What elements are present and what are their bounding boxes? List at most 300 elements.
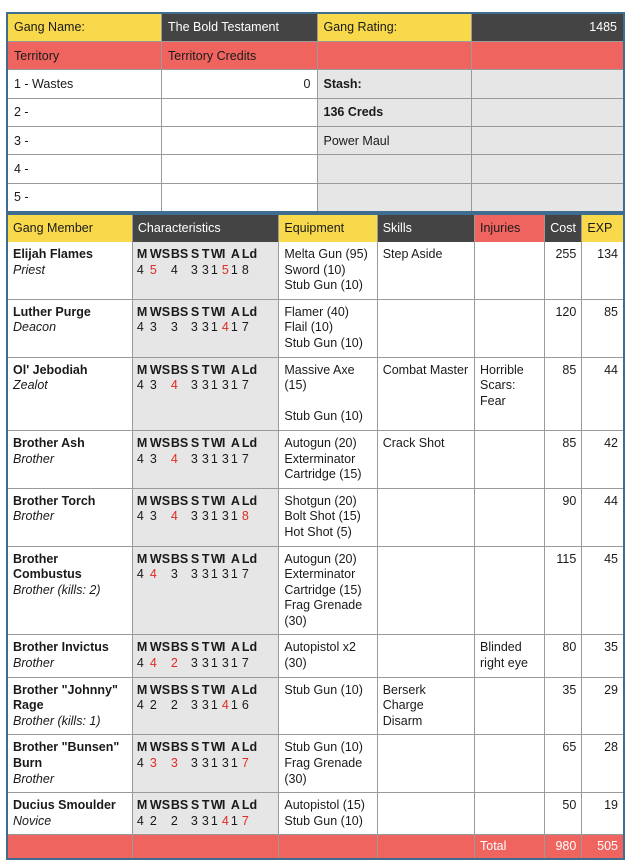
- totals-blank: [279, 835, 377, 859]
- equipment-cell: [279, 357, 377, 430]
- stat-label: M: [136, 682, 148, 697]
- injuries-cell: [475, 357, 545, 430]
- stat-grid: [137, 305, 274, 336]
- stat-label: WS: [149, 798, 171, 813]
- stat-value: 4: [170, 262, 178, 277]
- total-label: Total: [475, 835, 545, 859]
- stat-label: A: [230, 304, 240, 319]
- member-name: Elijah Flames: [13, 247, 93, 261]
- equipment-item: Stub Gun (10): [284, 278, 363, 293]
- equipment-cell: [279, 793, 377, 835]
- equipment-item: Bolt Shot (15): [284, 509, 361, 524]
- exp-value: 42: [582, 430, 624, 488]
- stash-blank: [472, 183, 625, 211]
- stat-value: 1: [210, 756, 218, 771]
- stat-label: M: [136, 362, 148, 377]
- equipment-item: Stub Gun (10): [284, 740, 363, 755]
- skill-item: Crack Shot: [382, 435, 445, 450]
- equipment-item: Stub Gun (10): [284, 682, 363, 697]
- stat-value: 4: [136, 451, 144, 466]
- territory-credits: [162, 98, 318, 126]
- stat-label: WS: [149, 435, 171, 450]
- stat-label: T: [201, 362, 210, 377]
- skill-item: Step Aside: [382, 247, 443, 261]
- stat-value: 4: [221, 813, 229, 828]
- stat-value: 3: [190, 262, 198, 277]
- exp-value: 134: [582, 242, 624, 299]
- stat-label: BS: [170, 640, 189, 655]
- totals-blank: [132, 835, 278, 859]
- member-name: Brother Torch: [13, 493, 96, 508]
- exp-value: 44: [582, 488, 624, 546]
- stat-value: 2: [170, 656, 178, 671]
- equipment-item: Flamer (40): [284, 304, 349, 319]
- member-name: Luther Purge: [13, 304, 91, 319]
- stat-value: 1: [210, 262, 218, 277]
- stat-label: WS: [149, 740, 171, 755]
- stat-label: Ld: [241, 798, 258, 813]
- stat-label: S: [190, 304, 200, 319]
- equipment-cell: [279, 546, 377, 635]
- stat-label: A: [230, 682, 240, 697]
- stat-label: S: [190, 493, 200, 508]
- stat-label: WS: [149, 362, 171, 377]
- gang-member-row: [7, 430, 624, 488]
- stat-label: M: [136, 640, 148, 655]
- stash-blank: [472, 70, 625, 98]
- stat-label: Ld: [241, 304, 258, 319]
- col-header-skills: Skills: [377, 214, 474, 242]
- equipment-item: Exterminator Cartridge (15): [284, 451, 362, 482]
- stat-value: 1: [210, 698, 218, 713]
- stat-value: 1: [230, 509, 238, 524]
- stat-label: WS: [149, 247, 171, 261]
- equipment-cell: [279, 430, 377, 488]
- stat-label: WS: [149, 640, 171, 655]
- member-cell: [7, 357, 132, 430]
- stash-label: Stash:: [317, 70, 472, 98]
- equipment-item: Flail (10): [284, 320, 333, 335]
- equipment-item: Melta Gun (95): [284, 247, 368, 261]
- equipment-item: Autogun (20): [284, 435, 357, 450]
- cost-value: 50: [545, 793, 582, 835]
- stat-label: Ld: [241, 551, 258, 566]
- stat-label: W: [210, 435, 223, 450]
- injury-item: Horrible Scars: Fear: [480, 362, 524, 408]
- skills-cell: [377, 357, 474, 430]
- stat-value: 3: [190, 567, 198, 582]
- stat-value: 3: [201, 813, 209, 828]
- member-name: Brother Combustus: [13, 551, 82, 582]
- stat-label: W: [210, 304, 223, 319]
- stat-label: M: [136, 435, 148, 450]
- stat-value: 3: [190, 378, 198, 393]
- header-blank: [472, 41, 625, 69]
- characteristics-cell: [132, 546, 278, 635]
- skills-cell: [377, 242, 474, 299]
- member-cell: [7, 430, 132, 488]
- stat-label: M: [136, 551, 148, 566]
- stash-item: [317, 183, 472, 211]
- stat-value: 7: [241, 813, 249, 828]
- stat-label: WS: [149, 682, 171, 697]
- stat-label: T: [201, 798, 210, 813]
- stat-value: 4: [136, 567, 144, 582]
- stat-value: 1: [230, 698, 238, 713]
- stat-label: Ld: [241, 682, 258, 697]
- stat-label: T: [201, 247, 210, 261]
- equipment-cell: [279, 735, 377, 793]
- member-name: Brother "Johnny" Rage: [13, 682, 118, 713]
- stat-grid: [137, 798, 274, 829]
- stat-value: 4: [221, 698, 229, 713]
- cost-value: 85: [545, 430, 582, 488]
- stat-value: 3: [190, 698, 198, 713]
- equipment-item: Autogun (20): [284, 551, 357, 566]
- injury-item: Blinded right eye: [480, 640, 528, 671]
- gang-member-row: [7, 735, 624, 793]
- skill-item: Berserk Charge: [382, 682, 426, 713]
- stat-value: 3: [149, 509, 157, 524]
- stat-label: M: [136, 304, 148, 319]
- stat-value: 7: [241, 378, 249, 393]
- stat-value: 4: [136, 813, 144, 828]
- stat-value: 3: [221, 567, 229, 582]
- total-exp: 505: [582, 835, 624, 859]
- stat-value: 3: [221, 378, 229, 393]
- stat-value: 3: [190, 509, 198, 524]
- stat-label: I: [221, 493, 226, 508]
- stat-value: 5: [149, 262, 157, 277]
- stash-item: Power Maul: [317, 127, 472, 155]
- equipment-cell: [279, 488, 377, 546]
- stat-label: BS: [170, 551, 189, 566]
- stat-label: W: [210, 493, 223, 508]
- territory-credits: [162, 183, 318, 211]
- gang-info-table: [6, 12, 625, 213]
- exp-value: 44: [582, 357, 624, 430]
- stat-grid: [137, 552, 274, 583]
- cost-value: 255: [545, 242, 582, 299]
- stat-grid: [137, 494, 274, 525]
- skills-cell: [377, 546, 474, 635]
- stat-label: I: [221, 640, 226, 655]
- col-header-cost: Cost: [545, 214, 582, 242]
- characteristics-cell: [132, 735, 278, 793]
- stat-label: BS: [170, 362, 189, 377]
- totals-blank: [377, 835, 474, 859]
- stat-label: Ld: [241, 640, 258, 655]
- equipment-item: Hot Shot (5): [284, 524, 352, 539]
- stat-value: 4: [149, 567, 157, 582]
- territory-name: 4 -: [7, 155, 162, 183]
- characteristics-cell: [132, 488, 278, 546]
- equipment-item: Stub Gun (10): [284, 335, 363, 350]
- injuries-cell: [475, 488, 545, 546]
- stat-value: 4: [221, 320, 229, 335]
- gang-member-row: [7, 793, 624, 835]
- equipment-cell: [279, 635, 377, 677]
- stat-value: 3: [190, 656, 198, 671]
- stat-label: S: [190, 740, 200, 755]
- stat-value: 2: [149, 813, 157, 828]
- stat-value: 3: [149, 378, 157, 393]
- injuries-cell: [475, 242, 545, 299]
- stat-label: WS: [149, 551, 171, 566]
- characteristics-cell: [132, 357, 278, 430]
- stat-value: 5: [221, 262, 229, 277]
- stat-label: WS: [149, 493, 171, 508]
- stat-value: 3: [190, 756, 198, 771]
- stat-value: 7: [241, 756, 249, 771]
- member-cell: [7, 735, 132, 793]
- stat-label: S: [190, 362, 200, 377]
- characteristics-cell: [132, 635, 278, 677]
- col-header-injuries: Injuries: [475, 214, 545, 242]
- exp-value: 29: [582, 677, 624, 735]
- gang-member-row: [7, 546, 624, 635]
- stat-label: BS: [170, 682, 189, 697]
- stat-label: Ld: [241, 435, 258, 450]
- stat-label: S: [190, 682, 200, 697]
- exp-value: 85: [582, 299, 624, 357]
- characteristics-cell: [132, 677, 278, 735]
- stat-value: 3: [149, 320, 157, 335]
- stat-value: 4: [170, 509, 178, 524]
- territory-credits: 0: [162, 70, 318, 98]
- member-name: Brother "Bunsen" Burn: [13, 740, 120, 771]
- skills-cell: [377, 488, 474, 546]
- stat-label: W: [210, 551, 223, 566]
- stat-label: M: [136, 740, 148, 755]
- member-role: Brother (kills: 2): [13, 582, 101, 597]
- stash-blank: [472, 98, 625, 126]
- stat-value: 3: [149, 756, 157, 771]
- stat-value: 3: [221, 509, 229, 524]
- member-cell: [7, 793, 132, 835]
- stat-label: W: [210, 362, 223, 377]
- member-cell: [7, 677, 132, 735]
- totals-blank: [7, 835, 132, 859]
- territory-header: Territory: [7, 41, 162, 69]
- col-header-member: Gang Member: [7, 214, 132, 242]
- member-role: Brother: [13, 771, 54, 786]
- stat-value: 6: [241, 698, 249, 713]
- stat-value: 3: [190, 451, 198, 466]
- stat-label: A: [230, 493, 240, 508]
- stat-label: Ld: [241, 493, 258, 508]
- stat-value: 1: [210, 509, 218, 524]
- gang-member-row: [7, 488, 624, 546]
- stash-creds: 136 Creds: [317, 98, 472, 126]
- equipment-item: Stub Gun (10): [284, 813, 363, 828]
- stat-value: 3: [170, 756, 178, 771]
- stat-value: 3: [201, 262, 209, 277]
- stat-label: S: [190, 247, 200, 261]
- injuries-cell: [475, 677, 545, 735]
- member-role: Deacon: [13, 320, 57, 335]
- cost-value: 120: [545, 299, 582, 357]
- territory-credits: [162, 127, 318, 155]
- territory-credits-header: Territory Credits: [162, 41, 318, 69]
- equipment-item: Autopistol (15): [284, 798, 365, 813]
- stat-label: A: [230, 740, 240, 755]
- exp-value: 28: [582, 735, 624, 793]
- equipment-item: Massive Axe (15): [284, 362, 355, 393]
- stat-value: 4: [136, 509, 144, 524]
- stat-value: 4: [136, 698, 144, 713]
- member-role: Brother: [13, 509, 54, 524]
- stat-value: 3: [170, 567, 178, 582]
- stat-value: 3: [170, 320, 178, 335]
- member-role: Brother: [13, 451, 54, 466]
- member-role: Priest: [13, 262, 45, 277]
- stat-value: 1: [230, 813, 238, 828]
- stat-value: 3: [201, 567, 209, 582]
- stat-label: Ld: [241, 740, 258, 755]
- stash-item: [317, 155, 472, 183]
- exp-value: 19: [582, 793, 624, 835]
- stat-value: 3: [201, 756, 209, 771]
- stat-label: BS: [170, 435, 189, 450]
- member-cell: [7, 299, 132, 357]
- gang-name-label: Gang Name:: [7, 13, 162, 41]
- stat-value: 3: [221, 756, 229, 771]
- equipment-item: Frag Grenade (30): [284, 756, 363, 786]
- cost-value: 80: [545, 635, 582, 677]
- stat-label: T: [201, 304, 210, 319]
- stat-label: Ld: [241, 362, 258, 377]
- stat-label: W: [210, 740, 223, 755]
- equipment-item: Exterminator Cartridge (15): [284, 567, 362, 597]
- stat-label: A: [230, 247, 240, 261]
- territory-name: 3 -: [7, 127, 162, 155]
- stat-value: 1: [210, 567, 218, 582]
- stat-grid: [137, 683, 274, 714]
- stat-value: 4: [170, 378, 178, 393]
- characteristics-cell: [132, 430, 278, 488]
- stat-label: I: [221, 362, 226, 377]
- stat-label: Ld: [241, 247, 258, 261]
- stash-blank: [472, 127, 625, 155]
- stat-label: W: [210, 640, 223, 655]
- stat-value: 1: [210, 813, 218, 828]
- gang-member-row: [7, 242, 624, 299]
- characteristics-cell: [132, 242, 278, 299]
- member-cell: [7, 242, 132, 299]
- stat-label: I: [221, 247, 226, 261]
- injuries-cell: [475, 735, 545, 793]
- stat-label: S: [190, 798, 200, 813]
- territory-name: 2 -: [7, 98, 162, 126]
- stat-value: 4: [136, 320, 144, 335]
- member-cell: [7, 546, 132, 635]
- stat-label: A: [230, 435, 240, 450]
- header-blank: [317, 41, 472, 69]
- stat-label: S: [190, 435, 200, 450]
- stat-value: 1: [230, 756, 238, 771]
- stat-label: I: [221, 740, 226, 755]
- col-header-equipment: Equipment: [279, 214, 377, 242]
- stat-label: A: [230, 551, 240, 566]
- stat-value: 4: [136, 656, 144, 671]
- stat-label: T: [201, 493, 210, 508]
- gang-member-row: [7, 299, 624, 357]
- stat-label: M: [136, 493, 148, 508]
- gang-name-value: The Bold Testament: [162, 13, 318, 41]
- equipment-item: Autopistol x2 (30): [284, 640, 356, 671]
- equipment-cell: [279, 242, 377, 299]
- stat-label: S: [190, 640, 200, 655]
- gang-rating-label: Gang Rating:: [317, 13, 472, 41]
- stat-value: 3: [221, 451, 229, 466]
- stat-value: 3: [201, 698, 209, 713]
- stat-grid: [137, 436, 274, 467]
- stat-label: I: [221, 304, 226, 319]
- stat-label: BS: [170, 798, 189, 813]
- stat-value: 1: [210, 451, 218, 466]
- stat-value: 2: [170, 813, 178, 828]
- stat-value: 3: [221, 656, 229, 671]
- stat-value: 1: [230, 320, 238, 335]
- stat-label: T: [201, 740, 210, 755]
- stat-value: 1: [230, 378, 238, 393]
- stat-label: M: [136, 247, 148, 261]
- member-role: Brother: [13, 656, 54, 671]
- stat-label: T: [201, 682, 210, 697]
- stat-value: 1: [210, 656, 218, 671]
- stat-value: 4: [170, 451, 178, 466]
- skills-cell: [377, 299, 474, 357]
- member-name: Ducius Smoulder: [13, 798, 116, 813]
- stat-label: W: [210, 798, 223, 813]
- stat-label: W: [210, 247, 223, 261]
- cost-value: 35: [545, 677, 582, 735]
- stat-value: 4: [136, 756, 144, 771]
- col-header-characteristics: Characteristics: [132, 214, 278, 242]
- gang-member-row: [7, 635, 624, 677]
- stat-label: T: [201, 551, 210, 566]
- stat-value: 2: [170, 698, 178, 713]
- stat-label: T: [201, 435, 210, 450]
- member-role: Novice: [13, 813, 52, 828]
- stat-label: WS: [149, 304, 171, 319]
- territory-credits: [162, 155, 318, 183]
- stat-value: 1: [210, 320, 218, 335]
- stat-label: BS: [170, 740, 189, 755]
- injuries-cell: [475, 635, 545, 677]
- stat-value: 7: [241, 320, 249, 335]
- stat-value: 7: [241, 656, 249, 671]
- stat-value: 3: [201, 378, 209, 393]
- equipment-cell: [279, 677, 377, 735]
- skills-cell: [377, 677, 474, 735]
- member-role: Zealot: [13, 378, 48, 393]
- stat-value: 3: [190, 813, 198, 828]
- stat-label: T: [201, 640, 210, 655]
- characteristics-cell: [132, 793, 278, 835]
- stat-label: BS: [170, 493, 189, 508]
- stat-value: 4: [136, 262, 144, 277]
- stat-value: 7: [241, 567, 249, 582]
- stat-label: A: [230, 362, 240, 377]
- equipment-item: Shotgun (20): [284, 493, 357, 508]
- col-header-exp: EXP: [582, 214, 624, 242]
- equipment-item: Stub Gun (10): [284, 409, 363, 424]
- gang-roster-table: [6, 213, 625, 860]
- stat-value: 3: [149, 451, 157, 466]
- stat-label: I: [221, 435, 226, 450]
